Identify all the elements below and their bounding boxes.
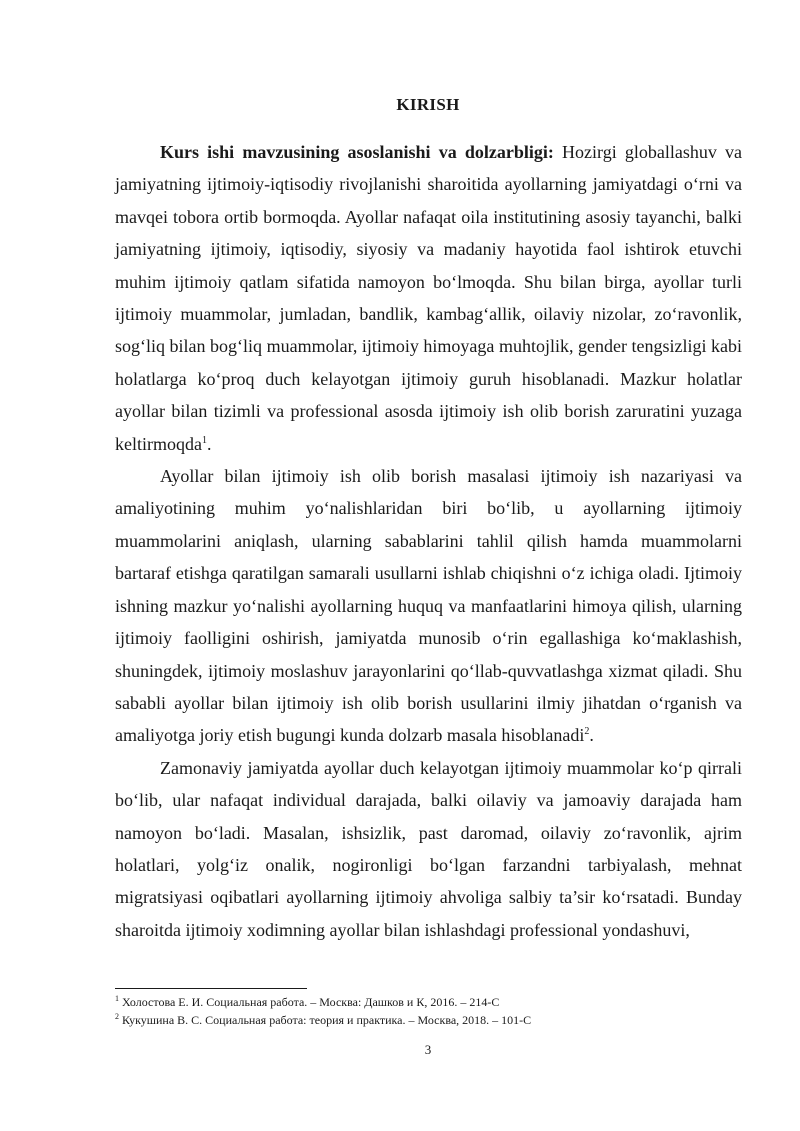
footnote-item (115, 1011, 742, 1029)
paragraph-3 (115, 752, 742, 946)
paragraph-1 (115, 136, 742, 460)
section-heading: KIRISH (396, 95, 460, 114)
footnote-reference[interactable]: 1 (201, 434, 207, 446)
footnote-divider (115, 988, 307, 989)
paragraph-2 (115, 460, 742, 752)
paragraph-text: Zamonaviy jamiyatda ayollar duch kelayotgan ijtimoiy muammolar ko‘p qirrali bo‘lib, ular nafaqat individual darajada, balki oilaviy va jamoaviy darajada ham namoyon bo‘ladi. Masalan, ishsizlik, past daromad, oilaviy zo‘ravonlik, ajrim holatlari, yolg‘iz onalik, nogironligi bo‘lgan farzandni tarbiyalash, mehnat migratsiyasi oqibatlari ayollarning ijtimoiy ahvoliga salbiy ta’sir ko‘rsatadi. Bunday sharoitda ijtimoiy xodimning ayollar bilan ishlashdagi professional yondashuvi, (115, 757, 742, 940)
page-number: 3 (424, 1042, 432, 1057)
footnote-text: Холостова Е. И. Социальная работа. – Москва: Дашков и К, 2016. – 214-С (119, 995, 500, 1009)
paragraph-end: . (206, 433, 212, 454)
footnote-text: Кукушина В. С. Социальная работа: теория и практика. – Москва, 2018. – 101-С (119, 1013, 532, 1027)
paragraph-lead: Kurs ishi mavzusining asoslanishi va dolzarbligi: (160, 142, 554, 162)
footnote-mark: 2 (115, 1012, 119, 1021)
footnotes (115, 993, 742, 1029)
footnote-item (115, 993, 742, 1011)
paragraph-end: . (589, 725, 594, 746)
paragraph-text: Hozirgi globallashuv va jamiyatning ijtimoiy-iqtisodiy rivojlanishi sharoitida ayollarning jamiyatdagi o‘rni va mavqei tobora ortib bormoqda. Ayollar nafaqat oila institutining asosiy tayanchi, balki jamiyatning ijtimoiy, iqtisodiy, siyosiy va madaniy hayotida faol ishtirok etuvchi muhim ijtimoiy qatlam sifatida namoyon bo‘lmoqda. Shu bilan birga, ayollar turli ijtimoiy muammolar, jumladan, bandlik, kambag‘allik, oilaviy nizolar, zo‘ravonlik, sog‘liq bilan bog‘liq muammolar, ijtimoiy himoyaga muhtojlik, gender tengsizligi kabi holatlarga ko‘proq duch kelayotgan ijtimoiy guruh hisoblanadi. Mazkur holatlar ayollar bilan tizimli va professional asosda ijtimoiy ish olib borish zaruratini yuzaga keltirmoqda (115, 142, 742, 454)
footnote-mark: 1 (115, 994, 119, 1003)
body-text (115, 136, 742, 946)
paragraph-text: Ayollar bilan ijtimoiy ish olib borish masalasi ijtimoiy ish nazariyasi va amaliyotining muhim yo‘nalishlaridan biri bo‘lib, u ayollarning ijtimoiy muammolarini aniqlash, ularning sabablarini tahlil qilish hamda muammolarni bartaraf etishga qaratilgan samarali usullarni ishlab chiqishni o‘z ichiga oladi. Ijtimoiy ishning mazkur yo‘nalishi ayollarning huquq va manfaatlarini himoya qilish, ularning ijtimoiy faolligini oshirish, jamiyatda munosib o‘rin egallashiga ko‘maklashish, shuningdek, ijtimoiy moslashuv jarayonlarini qo‘llab-quvvatlashga xizmat qiladi. Shu sababli ayollar bilan ijtimoiy ish olib borish usullarini ilmiy jihatdan o‘rganish va amaliyotga joriy etish bugungi kunda dolzarb masala hisoblanadi (115, 466, 742, 746)
footnote-reference[interactable]: 2 (584, 726, 590, 738)
